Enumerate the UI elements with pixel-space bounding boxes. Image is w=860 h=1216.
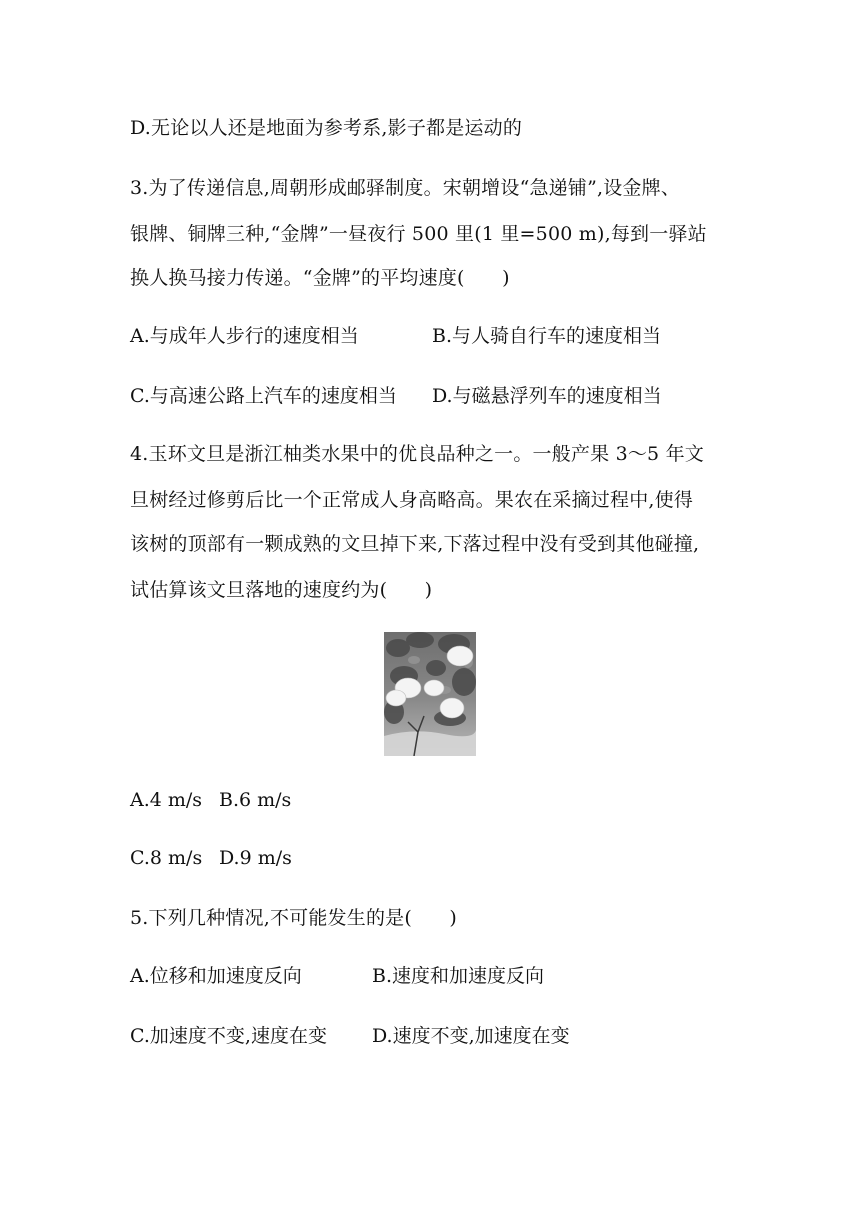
pomelo-tree-photo bbox=[384, 632, 476, 756]
q5-option-c: C.加速度不变,速度在变 bbox=[130, 1025, 327, 1047]
q3-stem-line-2: 银牌、铜牌三种,“金牌”一昼夜行 500 里(1 里=500 m),每到一驿站 bbox=[130, 223, 707, 245]
q4-option-d: D.9 m/s bbox=[219, 847, 292, 869]
q4-stem-line-4: 试估算该文旦落地的速度约为( ) bbox=[130, 579, 433, 601]
q3-option-c: C.与高速公路上汽车的速度相当 bbox=[130, 385, 397, 407]
q3-stem-line-3: 换人换马接力传递。“金牌”的平均速度( ) bbox=[130, 267, 510, 289]
q4-stem-line-3: 该树的顶部有一颗成熟的文旦掉下来,下落过程中没有受到其他碰撞, bbox=[130, 533, 700, 555]
q2-option-d: D.无论以人还是地面为参考系,影子都是运动的 bbox=[130, 117, 523, 139]
q5-option-d: D.速度不变,加速度在变 bbox=[372, 1025, 570, 1047]
q5-option-a: A.位移和加速度反向 bbox=[130, 965, 302, 987]
q3-option-b: B.与人骑自行车的速度相当 bbox=[432, 325, 662, 347]
q4-stem-line-1: 4.玉环文旦是浙江柚类水果中的优良品种之一。一般产果 3～5 年文 bbox=[130, 443, 704, 465]
q4-option-b: B.6 m/s bbox=[219, 789, 292, 811]
q5-stem: 5.下列几种情况,不可能发生的是( ) bbox=[130, 907, 458, 929]
q4-option-a: A.4 m/s bbox=[130, 789, 203, 811]
q3-option-d: D.与磁悬浮列车的速度相当 bbox=[432, 385, 662, 407]
q3-option-a: A.与成年人步行的速度相当 bbox=[130, 325, 359, 347]
q4-stem-line-2: 旦树经过修剪后比一个正常成人身高略高。果农在采摘过程中,使得 bbox=[130, 489, 694, 511]
q3-stem-line-1: 3.为了传递信息,周朝形成邮驿制度。宋朝增设“急递铺”,设金牌、 bbox=[130, 177, 681, 199]
q4-option-c: C.8 m/s bbox=[130, 847, 203, 869]
q5-option-b: B.速度和加速度反向 bbox=[372, 965, 545, 987]
